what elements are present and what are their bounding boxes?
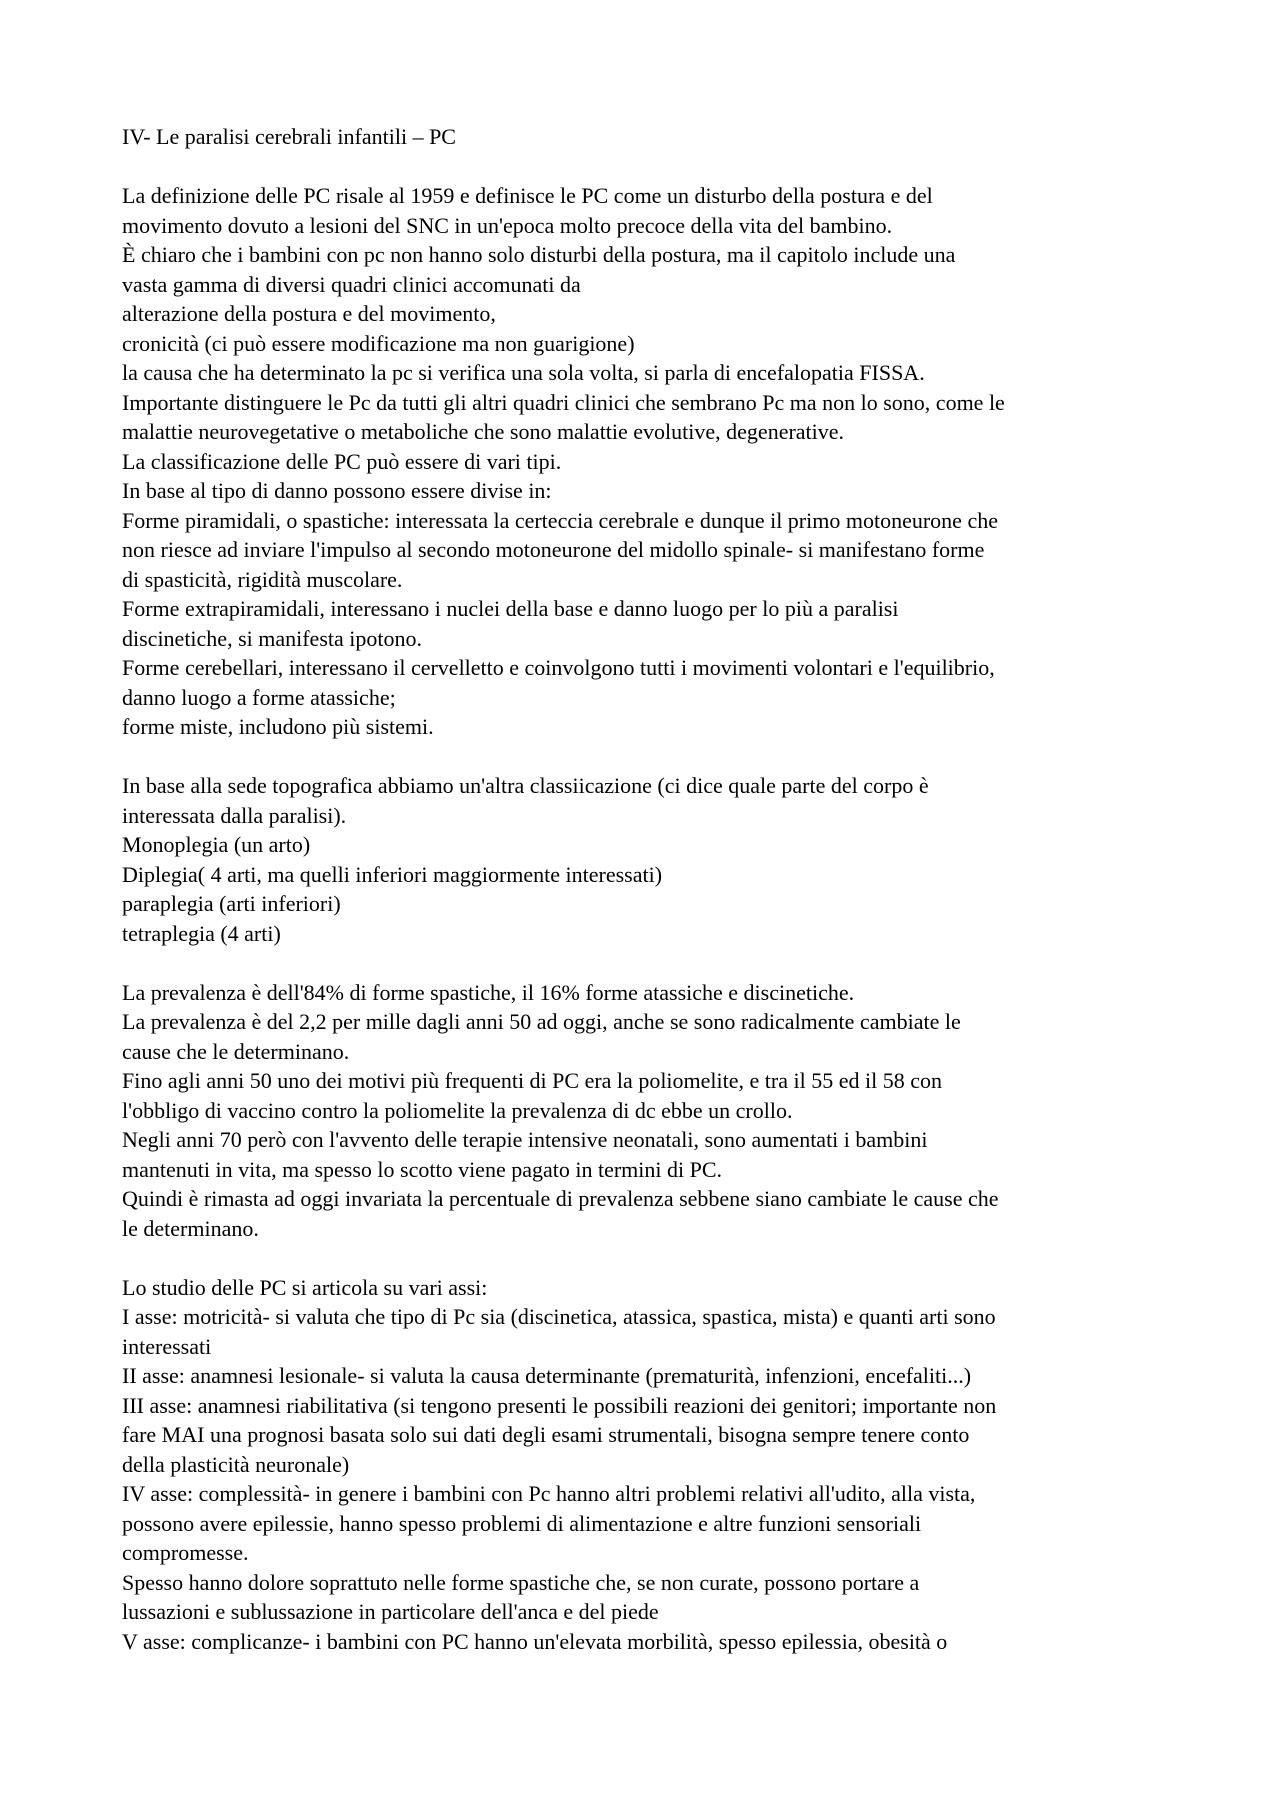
text-line: discinetiche, si manifesta ipotono. bbox=[122, 625, 422, 651]
text-line: mantenuti in vita, ma spesso lo scotto viene pagato in termini di PC. bbox=[122, 1156, 723, 1182]
text-line: non riesce ad inviare l'impulso al secondo motoneurone del midollo spinale- si manifestano forme bbox=[122, 537, 985, 562]
section-definition bbox=[122, 181, 1172, 742]
text-line: la causa che ha determinato la pc si verifica una sola volta, si parla di encefalopatia FISSA. bbox=[122, 360, 925, 385]
paragraph-gap bbox=[122, 152, 1172, 182]
text-line: Negli anni 70 però con l'avvento delle terapie intensive neonatali, sono aumentati i bambini bbox=[122, 1127, 928, 1152]
text-line: tetraplegia (4 arti) bbox=[122, 920, 281, 946]
text-line: alterazione della postura e del movimento, bbox=[122, 301, 496, 326]
text-line: Diplegia( 4 arti, ma quelli inferiori maggiormente interessati) bbox=[122, 861, 663, 887]
text-line: di spasticità, rigidità muscolare. bbox=[122, 566, 403, 592]
text-line: La classificazione delle PC può essere di vari tipi. bbox=[122, 448, 562, 474]
text-line: Fino agli anni 50 uno dei motivi più frequenti di PC era la poliomelite, e tra il 55 ed il 58 con bbox=[122, 1068, 942, 1093]
text-line: Spesso hanno dolore soprattuto nelle forme spastiche che, se non curate, possono portare a bbox=[122, 1569, 920, 1595]
text-line: III asse: anamnesi riabilitativa (si tengono presenti le possibili reazioni dei genitori; importante non bbox=[122, 1392, 997, 1418]
text-line: Forme piramidali, o spastiche: interessata la certeccia cerebrale e dunque il primo motoneurone che bbox=[122, 507, 998, 533]
text-line: In base alla sede topografica abbiamo un'altra classiicazione (ci dice quale parte del corpo è bbox=[122, 773, 929, 798]
text-line: fare MAI una prognosi basata solo sui dati degli esami strumentali, bisogna sempre tenere conto bbox=[122, 1422, 970, 1447]
text-line: vasta gamma di diversi quadri clinici accomunati da bbox=[122, 271, 581, 297]
text-line: le determinano. bbox=[122, 1215, 259, 1241]
text-line: V asse: complicanze- i bambini con PC hanno un'elevata morbilità, spesso epilessia, obesità o bbox=[122, 1628, 948, 1654]
text-line: cronicità (ci può essere modificazione ma non guarigione) bbox=[122, 330, 635, 356]
section-topography bbox=[122, 771, 1172, 948]
text-line: Importante distinguere le Pc da tutti gli altri quadri clinici che sembrano Pc ma non lo sono, come le bbox=[122, 389, 1005, 415]
paragraph-gap bbox=[122, 742, 1172, 772]
text-line: lussazioni e sublussazione in particolare dell'anca e del piede bbox=[122, 1599, 659, 1624]
text-line: movimento dovuto a lesioni del SNC in un'epoca molto precoce della vita del bambino. bbox=[122, 212, 893, 238]
text-line: I asse: motricità- si valuta che tipo di Pc sia (discinetica, atassica, spastica, mista) e quanti arti sono bbox=[122, 1304, 996, 1329]
text-line: Monoplegia (un arto) bbox=[122, 832, 311, 857]
text-line: possono avere epilessie, hanno spesso problemi di alimentazione e altre funzioni sensoriali bbox=[122, 1510, 922, 1536]
text-line: interessati bbox=[122, 1333, 212, 1359]
text-line: Lo studio delle PC si articola su vari assi: bbox=[122, 1274, 488, 1300]
text-line: Forme extrapiramidali, interessano i nuclei della base e danno luogo per lo più a paralisi bbox=[122, 596, 899, 621]
text-line: La prevalenza è del 2,2 per mille dagli anni 50 ad oggi, anche se sono radicalmente cambiate le bbox=[122, 1009, 961, 1034]
text-line: II asse: anamnesi lesionale- si valuta la causa determinante (prematurità, infenzioni, encefaliti...) bbox=[122, 1363, 972, 1388]
text-line: In base al tipo di danno possono essere divise in: bbox=[122, 478, 552, 503]
section-prevalence bbox=[122, 978, 1172, 1244]
text-line: cause che le determinano. bbox=[122, 1038, 350, 1064]
paragraph-gap bbox=[122, 1243, 1172, 1273]
text-line: della plasticità neuronale) bbox=[122, 1451, 350, 1477]
text-line: La definizione delle PC risale al 1959 e definisce le PC come un disturbo della postura e del bbox=[122, 183, 933, 208]
section-axes bbox=[122, 1273, 1172, 1657]
text-line: l'obbligo di vaccino contro la poliomelite la prevalenza di dc ebbe un crollo. bbox=[122, 1097, 793, 1123]
text-line: IV asse: complessità- in genere i bambini con Pc hanno altri problemi relativi all'udito, alla vista, bbox=[122, 1481, 976, 1506]
text-line: Quindi è rimasta ad oggi invariata la percentuale di prevalenza sebbene siano cambiate le cause che bbox=[122, 1186, 999, 1211]
text-line: malattie neurovegetative o metaboliche che sono malattie evolutive, degenerative. bbox=[122, 419, 845, 444]
text-line: paraplegia (arti inferiori) bbox=[122, 891, 341, 916]
document-body bbox=[122, 122, 1172, 1656]
text-line: interessata dalla paralisi). bbox=[122, 802, 347, 828]
text-line: Forme cerebellari, interessano il cervelletto e coinvolgono tutti i movimenti volontari e l'equilibrio, bbox=[122, 655, 995, 680]
text-line: È chiaro che i bambini con pc non hanno solo disturbi della postura, ma il capitolo include una bbox=[122, 242, 956, 267]
text-line: La prevalenza è dell'84% di forme spastiche, il 16% forme atassiche e discinetiche. bbox=[122, 979, 855, 1005]
text-line: compromesse. bbox=[122, 1540, 249, 1565]
paragraph-gap bbox=[122, 948, 1172, 978]
text-line: danno luogo a forme atassiche; bbox=[122, 684, 396, 710]
document-title: IV- Le paralisi cerebrali infantili – PC bbox=[122, 124, 456, 149]
text-line: forme miste, includono più sistemi. bbox=[122, 714, 434, 739]
